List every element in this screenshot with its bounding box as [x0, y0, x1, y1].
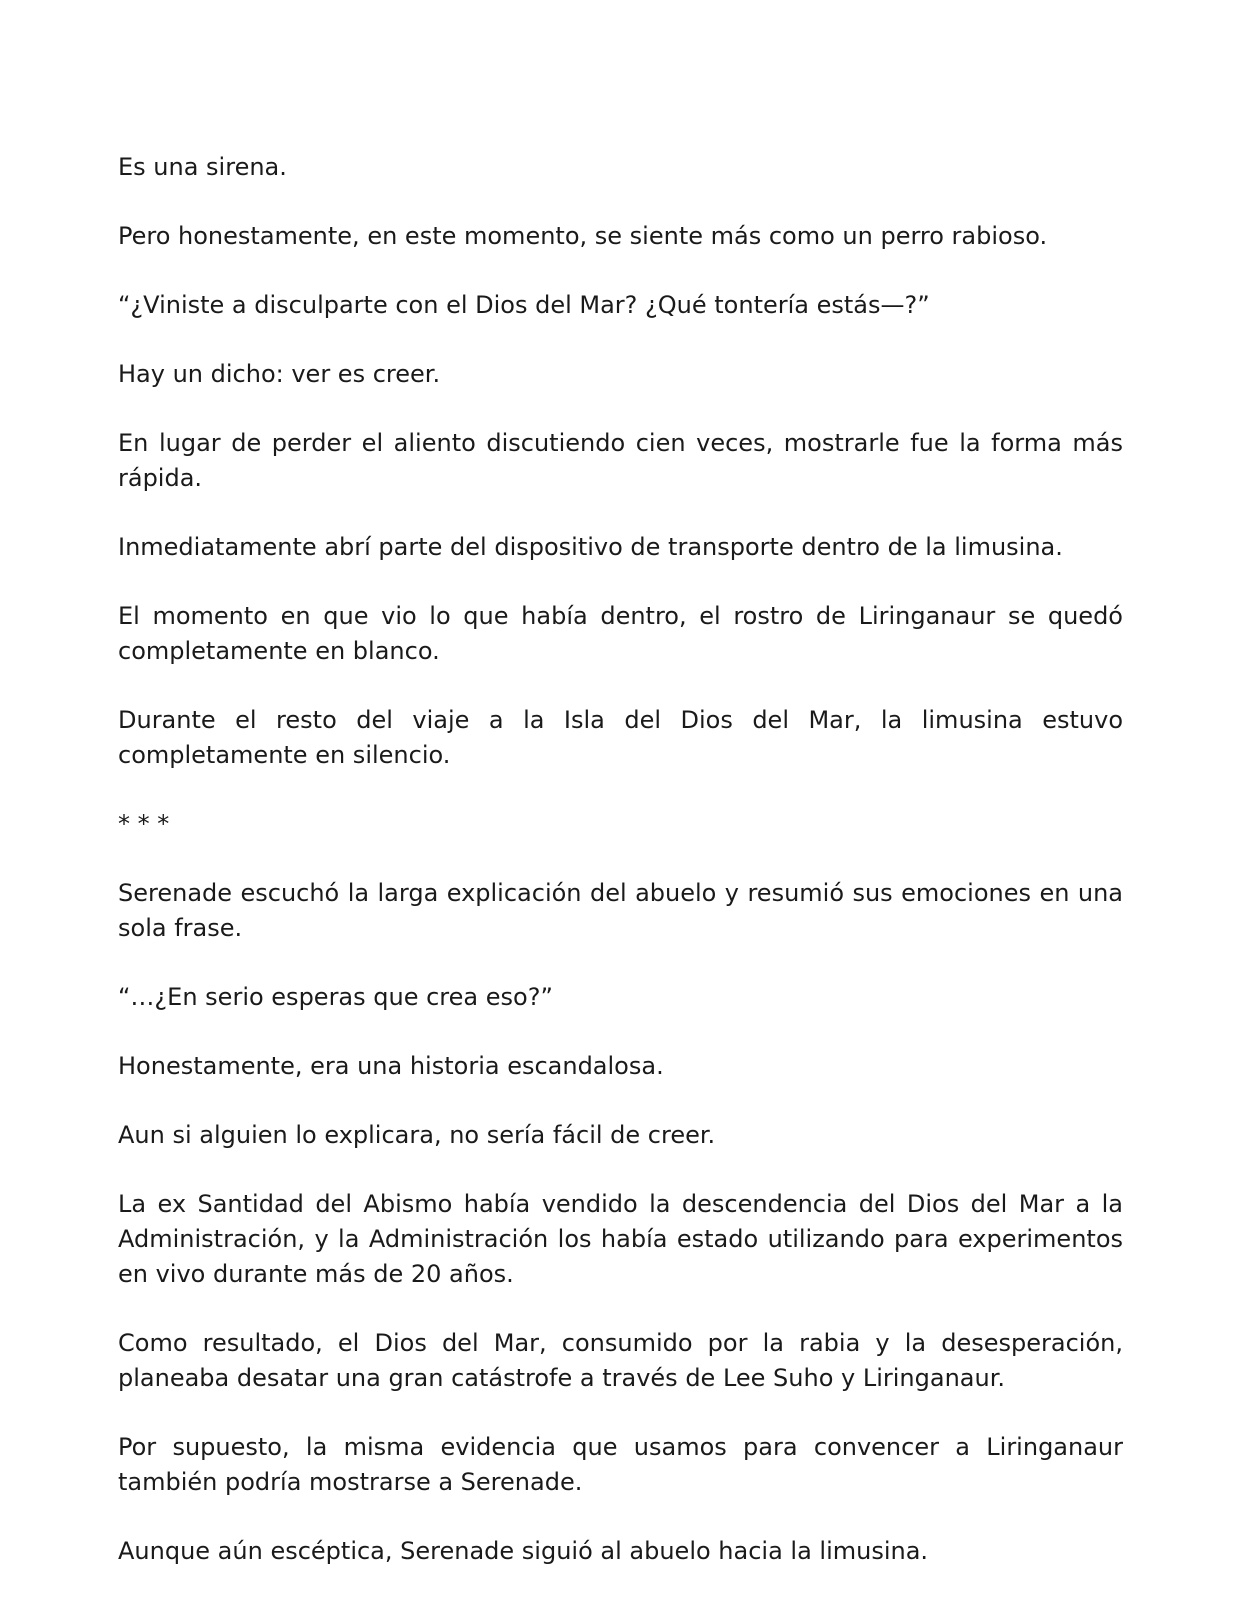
paragraph: Pero honestamente, en este momento, se siente más como un perro rabioso.	[118, 222, 1048, 250]
paragraph: Es una sirena.	[118, 153, 287, 181]
paragraph: Por supuesto, la misma evidencia que usamos para convencer a Liringanaur también podría mostrarse a Serenade.	[118, 1433, 1123, 1496]
paragraph: Aun si alguien lo explicara, no sería fácil de creer.	[118, 1121, 716, 1149]
paragraph: Serenade escuchó la larga explicación del abuelo y resumió sus emociones en una sola frase.	[118, 879, 1123, 942]
paragraph: Honestamente, era una historia escandalosa.	[118, 1052, 664, 1080]
scene-break: * * *	[118, 810, 170, 838]
paragraph: Durante el resto del viaje a la Isla del Dios del Mar, la limusina estuvo completamente en silencio.	[118, 706, 1123, 769]
paragraph: Hay un dicho: ver es creer.	[118, 360, 441, 388]
paragraph: “¿Viniste a disculparte con el Dios del Mar? ¿Qué tontería estás—?”	[118, 291, 930, 319]
paragraph: Como resultado, el Dios del Mar, consumido por la rabia y la desesperación, planeaba desatar una gran catástrofe a través de Lee Suho y Liringanaur.	[118, 1329, 1123, 1392]
document-body	[118, 150, 1123, 1603]
paragraph: “…¿En serio esperas que crea eso?”	[118, 983, 553, 1011]
paragraph: Aunque aún escéptica, Serenade siguió al abuelo hacia la limusina.	[118, 1537, 929, 1565]
paragraph: Inmediatamente abrí parte del dispositivo de transporte dentro de la limusina.	[118, 533, 1063, 561]
paragraph: El momento en que vio lo que había dentro, el rostro de Liringanaur se quedó completamente en blanco.	[118, 602, 1123, 665]
paragraph: La ex Santidad del Abismo había vendido la descendencia del Dios del Mar a la Administración, y la Administración los había estado utilizando para experimentos en vivo durante más de 20 años.	[118, 1190, 1123, 1288]
paragraph: En lugar de perder el aliento discutiendo cien veces, mostrarle fue la forma más rápida.	[118, 429, 1123, 492]
